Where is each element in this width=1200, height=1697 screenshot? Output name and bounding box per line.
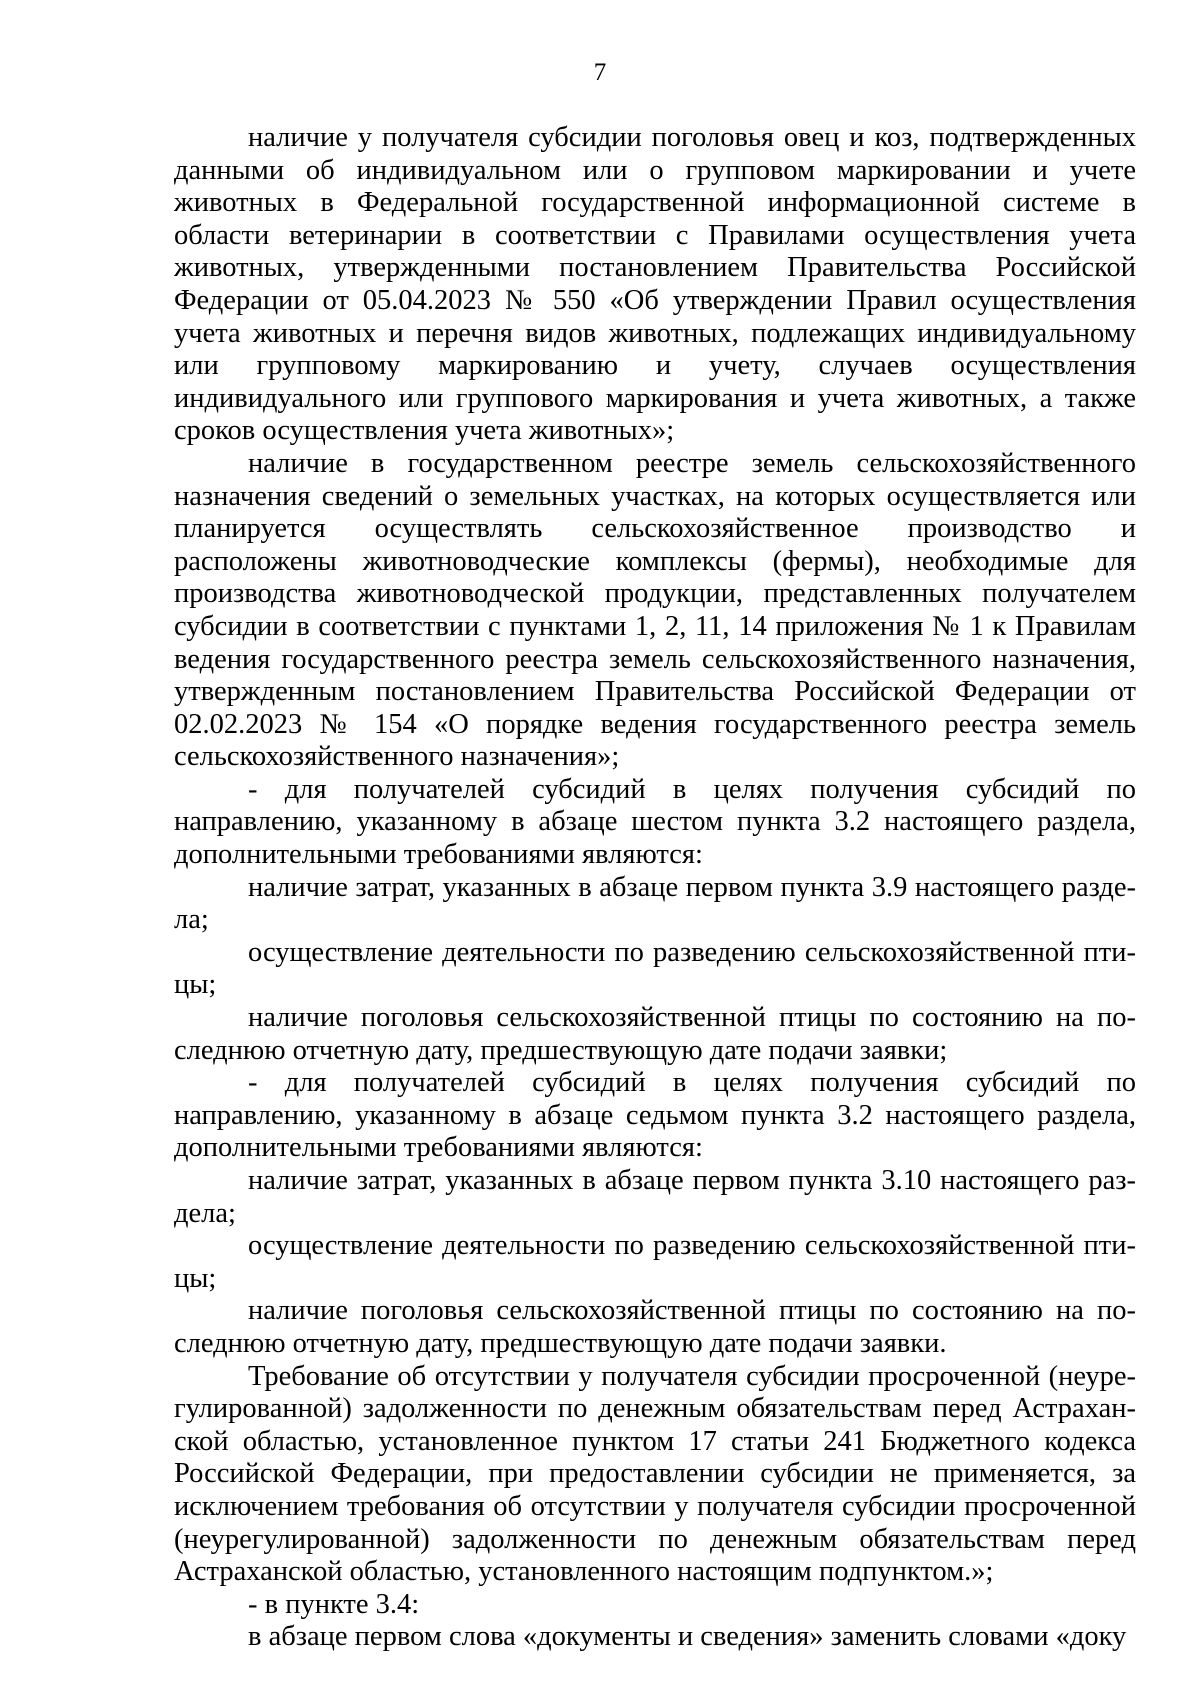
paragraph-poultry-activity-2: осуществление деятельности по разведению сельскохозяйственной птицы; <box>174 1230 1136 1294</box>
paragraph-replace-words: в абзаце первом слова «документы и сведения» заменить словами «доку <box>248 1621 1127 1653</box>
document-body <box>174 122 1136 1654</box>
paragraph-poultry-activity: осуществление деятельности по разведению сельскохозяйственной птицы; <box>174 936 1136 1001</box>
paragraph-land-registry: наличие в государственном реестре земель сельскохозяйственного назначения сведений о земельных участках, на которых осуществляется или планируется осуществлять сельскохозяйственное производство и расположены животноводческие комплексы (фермы), необходимые для производства животноводческой продукции, представленных получателем субсидии в соответствии с пунктами 1, 2, 11, 14 приложения № 1 к Правилам ведения государственного реестра земель сельскохозяйственного назначения, утвержденным постановлением Правительства Российской Федерации от 02.02.2023 № 154 «О порядке ведения государственного реестра земель сельскохозяйственного назначения»; <box>174 447 1136 773</box>
paragraph-poultry-livestock-2: наличие поголовья сельскохозяйственной птицы по состоянию на последнюю отчетную дату, предшествующую дате подачи заявки. <box>174 1295 1136 1359</box>
paragraph-costs-3-10: наличие затрат, указанных в абзаце первом пункта 3.10 настоящего раздела; <box>174 1165 1136 1229</box>
paragraph-debt-requirement: Требование об отсутствии у получателя субсидии просроченной (неурегулированной) задолженности по денежным обязательствам перед Астраханской областью, установленное пунктом 17 статьи 241 Бюджетного кодекса Российской Федерации, при предоставлении субсидии не применяется, за исключением требования об отсутствии у получателя субсидии просроченной (неурегулированной) задолженности по денежным обязательствам перед Астраханской областью, установленного настоящим подпунктом.»; <box>174 1360 1136 1588</box>
paragraph-item-3-4: - в пункте 3.4: <box>248 1588 420 1620</box>
paragraph-requirements-direction-7: - для получателей субсидий в целях получения субсидий по направлению, указанному в абзаце седьмом пункта 3.2 настоящего раздела, дополнительными требованиями являются: <box>174 1067 1136 1164</box>
paragraph-poultry-livestock: наличие поголовья сельскохозяйственной птицы по состоянию на последнюю отчетную дату, предшествующую дате подачи заявки; <box>174 1002 1136 1066</box>
paragraph-sheep-goat-livestock: наличие у получателя субсидии поголовья овец и коз, подтвержденных данными об индивидуальном или о групповом маркировании и учете животных в Федеральной государственной информационной системе в области ветеринарии в соответствии с Правилами осуществления учета животных, утвержденными постановлением Правительства Российской Федерации от 05.04.2023 № 550 «Об утверждении Правил осуществления учета животных и перечня видов животных, подлежащих индивидуальному или групповому маркированию и учету, случаев осуществления индивидуального или группового маркирования и учета животных, а также сроков осуществления учета животных»; <box>174 122 1136 447</box>
paragraph-requirements-direction-6: - для получателей субсидий в целях получения субсидий по направлению, указанному в абзаце шестом пункта 3.2 настоящего раздела, дополнительными требованиями являются: <box>174 773 1136 871</box>
page-number: 7 <box>593 59 607 86</box>
paragraph-costs-3-9: наличие затрат, указанных в абзаце первом пункта 3.9 настоящего раздела; <box>174 871 1136 936</box>
